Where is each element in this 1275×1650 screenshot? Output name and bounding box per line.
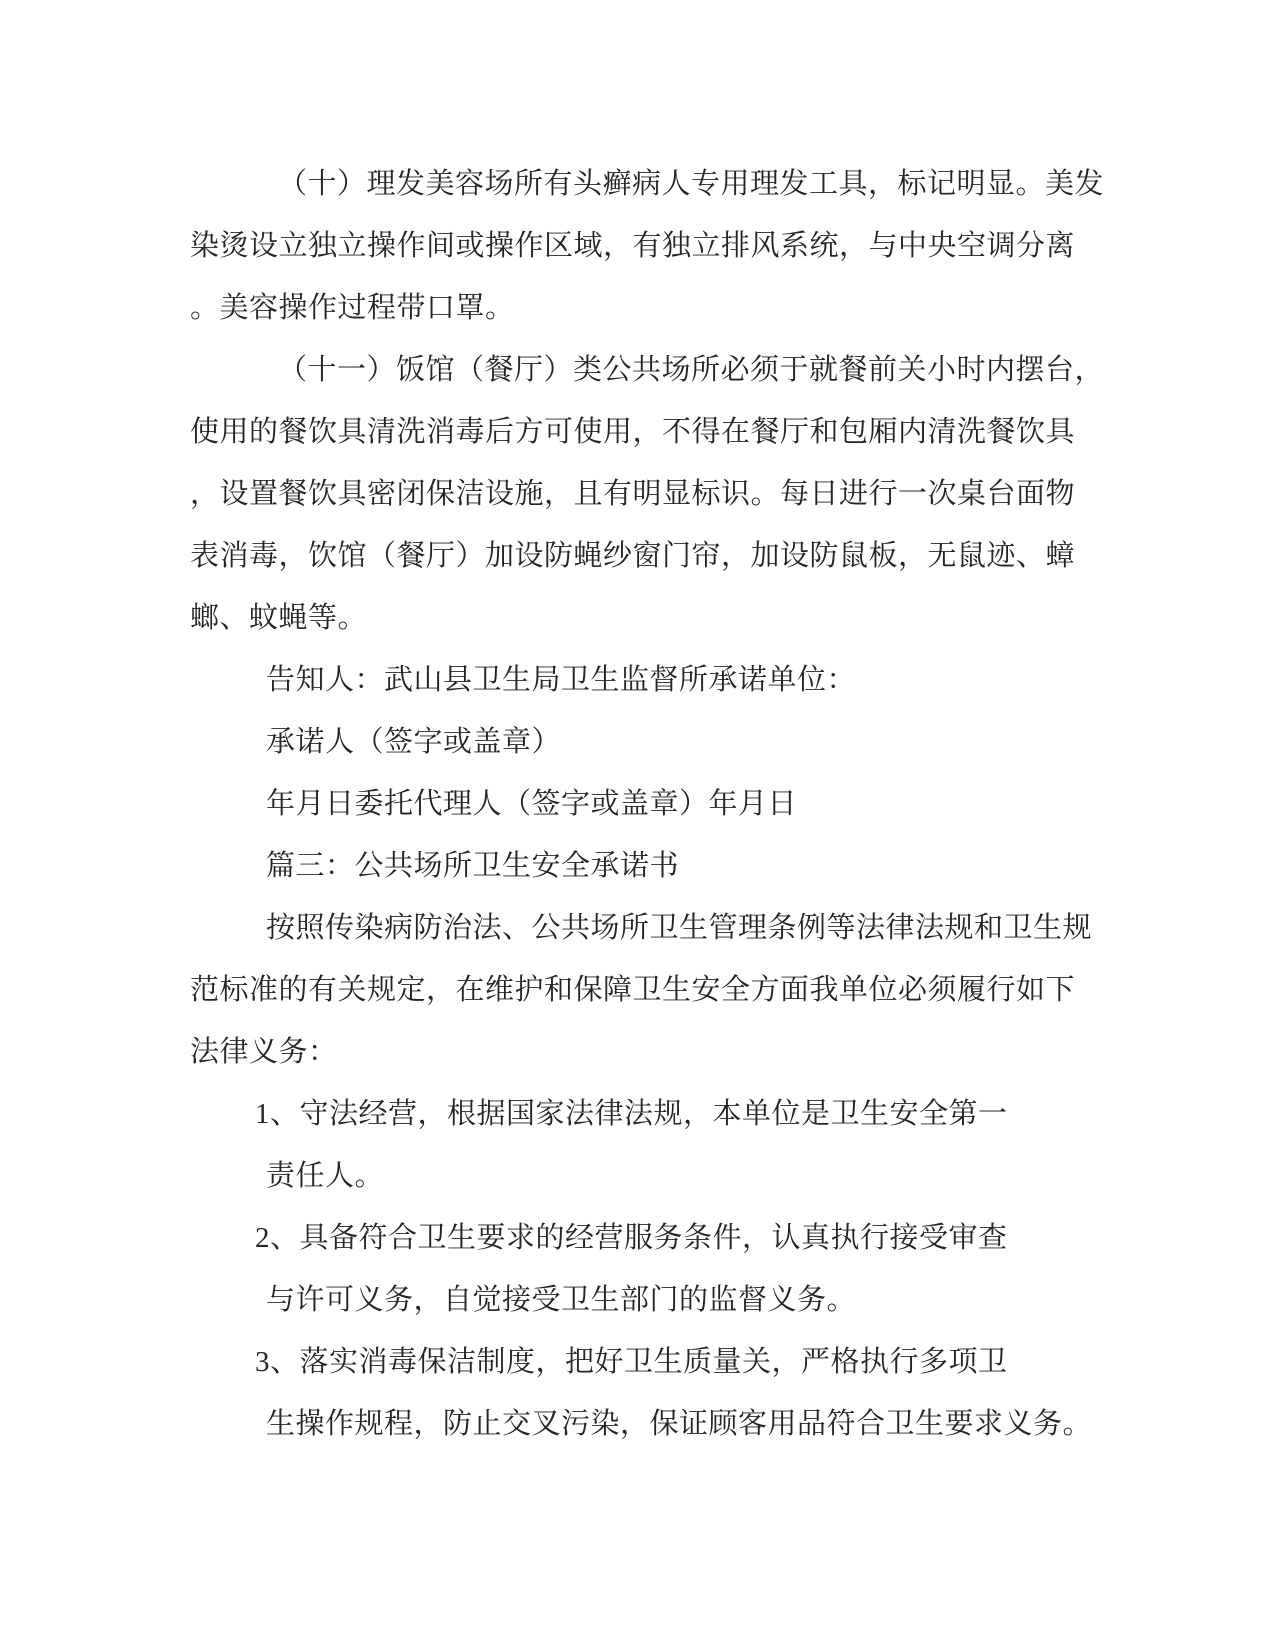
text-line: 使用的餐饮具清洗消毒后方可使用，不得在餐厅和包厢内清洗餐饮具	[190, 416, 1076, 448]
text-line: 范标准的有关规定，在维护和保障卫生安全方面我单位必须履行如下	[190, 974, 1076, 1006]
document-text-block	[190, 153, 1110, 1455]
text-line: 篇三：公共场所卫生安全承诺书	[266, 850, 680, 882]
text-line: 。美容操作过程带口罩。	[190, 292, 515, 324]
text-line: 2、具备符合卫生要求的经营服务条件，认真执行接受审查	[255, 1222, 1008, 1254]
text-line: 法律义务：	[190, 1036, 338, 1068]
text-line: 承诺人（签字或盖章）	[266, 726, 562, 758]
text-line: （十）理发美容场所有头癣病人专用理发工具，标记明显。美发	[278, 168, 1105, 200]
text-line: 年月日委托代理人（签字或盖章）年月日	[266, 788, 798, 820]
text-line: ，设置餐饮具密闭保洁设施，且有明显标识。每日进行一次桌台面物	[190, 478, 1076, 510]
text-line: （十一）饭馆（餐厅）类公共场所必须于就餐前关小时内摆台，	[278, 354, 1105, 386]
text-line: 按照传染病防治法、公共场所卫生管理条例等法律法规和卫生规	[266, 912, 1093, 944]
text-line: 染烫设立独立操作间或操作区域，有独立排风系统，与中央空调分离	[190, 230, 1076, 262]
text-line: 1、守法经营，根据国家法律法规，本单位是卫生安全第一	[255, 1098, 1008, 1130]
text-line: 螂、蚊蝇等。	[190, 602, 368, 634]
text-line: 责任人。	[266, 1160, 385, 1192]
text-line: 生操作规程，防止交叉污染，保证顾客用品符合卫生要求义务。	[266, 1408, 1093, 1440]
text-line: 与许可义务，自觉接受卫生部门的监督义务。	[266, 1284, 857, 1316]
text-line: 3、落实消毒保洁制度，把好卫生质量关，严格执行多项卫	[255, 1346, 1008, 1378]
text-line: 表消毒，饮馆（餐厅）加设防蝇纱窗门帘，加设防鼠板，无鼠迹、蟑	[190, 540, 1076, 572]
text-line: 告知人：武山县卫生局卫生监督所承诺单位：	[266, 664, 857, 696]
